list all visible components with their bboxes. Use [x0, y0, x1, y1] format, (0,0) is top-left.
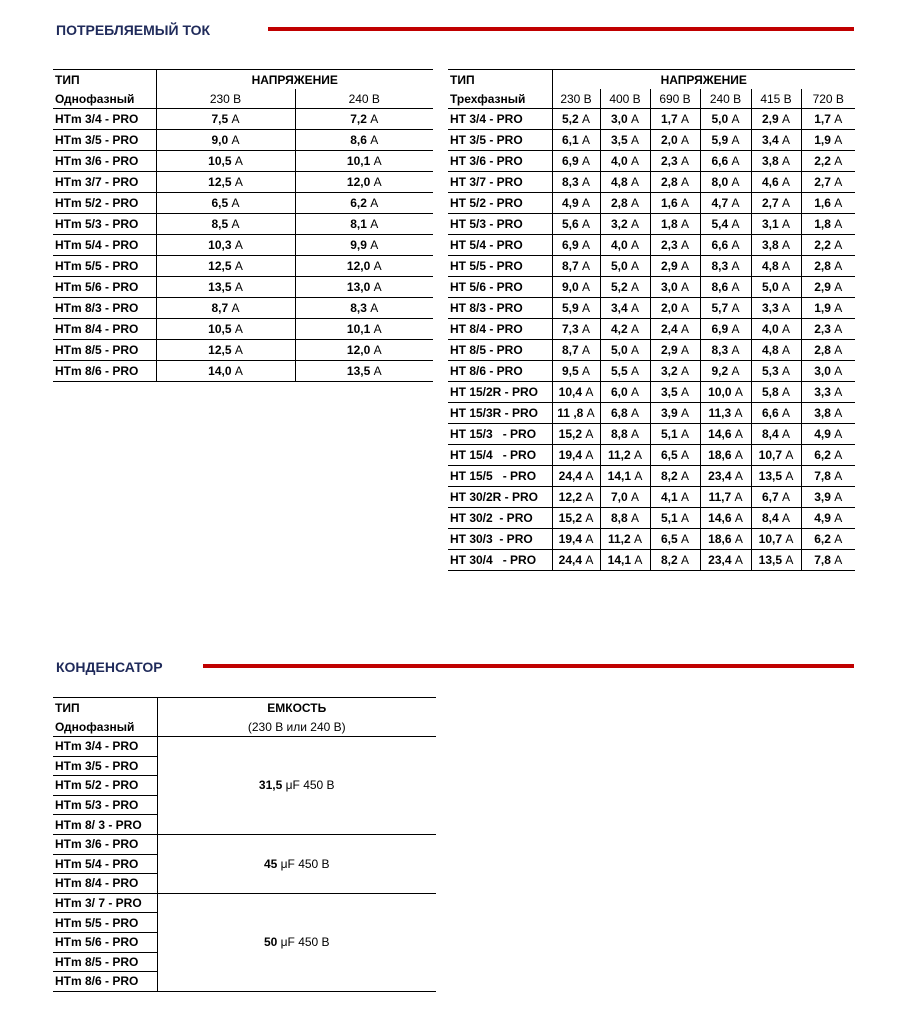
- model-name: HTm 5/3 - PRO: [53, 795, 157, 815]
- current-value: 2,4 A: [650, 319, 700, 340]
- current-value: 10,1 A: [295, 319, 433, 340]
- current-value: 10,1 A: [295, 151, 433, 172]
- current-value: 8,7 A: [156, 298, 295, 319]
- table-row: [53, 193, 433, 214]
- current-value: 12,0 A: [295, 172, 433, 193]
- current-value: 2,0 A: [650, 298, 700, 319]
- current-value: 7,2 A: [295, 109, 433, 130]
- current-value: 11,2 A: [600, 445, 650, 466]
- capacitance-value: 50 μF 450 В: [157, 893, 436, 991]
- current-value: 2,3 A: [650, 235, 700, 256]
- table-row: [448, 466, 855, 487]
- current-value: 5,5 A: [600, 361, 650, 382]
- current-value: 5,4 A: [700, 214, 751, 235]
- current-value: 3,3 A: [801, 382, 855, 403]
- current-value: 9,5 A: [552, 361, 600, 382]
- current-value: 10,3 A: [156, 235, 295, 256]
- current-value: 2,2 A: [801, 151, 855, 172]
- current-value: 6,5 A: [650, 445, 700, 466]
- current-value: 12,5 A: [156, 256, 295, 277]
- current-value: 5,0 A: [600, 340, 650, 361]
- model-name: HTm 3/6 - PRO: [53, 834, 157, 854]
- current-value: 5,1 A: [650, 508, 700, 529]
- current-value: 1,6 A: [801, 193, 855, 214]
- current-value: 6,6 A: [751, 403, 801, 424]
- table-row: [448, 277, 855, 298]
- header-voltage: НАПРЯЖЕНИЕ: [552, 70, 855, 90]
- current-value: 19,4 A: [552, 445, 600, 466]
- current-value: 5,8 A: [751, 382, 801, 403]
- model-name: HTm 3/4 - PRO: [53, 109, 156, 130]
- current-value: 9,2 A: [700, 361, 751, 382]
- current-value: 3,4 A: [751, 130, 801, 151]
- current-value: 8,1 A: [295, 214, 433, 235]
- current-value: 2,3 A: [650, 151, 700, 172]
- current-value: 5,7 A: [700, 298, 751, 319]
- capacitor-table: [53, 697, 436, 992]
- capacitance-value: 31,5 μF 450 В: [157, 737, 436, 835]
- current-value: 8,7 A: [552, 256, 600, 277]
- current-value: 8,7 A: [552, 340, 600, 361]
- model-name: HT 8/6 - PRO: [448, 361, 552, 382]
- table-row: [53, 151, 433, 172]
- current-value: 7,8 A: [801, 466, 855, 487]
- model-name: HTm 8/5 - PRO: [53, 952, 157, 972]
- table-row: [448, 445, 855, 466]
- voltage-header: 720 В: [801, 89, 855, 109]
- model-name: HT 3/7 - PRO: [448, 172, 552, 193]
- table-row: [53, 277, 433, 298]
- current-value: 2,9 A: [751, 109, 801, 130]
- current-value: 13,0 A: [295, 277, 433, 298]
- current-value: 2,9 A: [650, 340, 700, 361]
- current-value: 4,8 A: [751, 256, 801, 277]
- current-value: 8,8 A: [600, 424, 650, 445]
- table-row: [53, 130, 433, 151]
- model-name: HTm 5/5 - PRO: [53, 256, 156, 277]
- current-value: 14,0 A: [156, 361, 295, 382]
- table-row: [448, 319, 855, 340]
- table-row: [53, 172, 433, 193]
- current-value: 12,2 A: [552, 487, 600, 508]
- table-row: [53, 256, 433, 277]
- current-value: 6,9 A: [700, 319, 751, 340]
- current-value: 8,0 A: [700, 172, 751, 193]
- current-value: 8,2 A: [650, 466, 700, 487]
- model-name: HT 8/5 - PRO: [448, 340, 552, 361]
- current-value: 8,4 A: [751, 424, 801, 445]
- current-value: 7,3 A: [552, 319, 600, 340]
- current-value: 5,0 A: [700, 109, 751, 130]
- current-value: 1,8 A: [801, 214, 855, 235]
- model-name: HTm 8/3 - PRO: [53, 298, 156, 319]
- current-value: 6,7 A: [751, 487, 801, 508]
- table-row: [448, 151, 855, 172]
- current-value: 3,1 A: [751, 214, 801, 235]
- table-row: [53, 298, 433, 319]
- section-rule-current: [268, 27, 854, 31]
- current-value: 3,5 A: [600, 130, 650, 151]
- current-value: 6,6 A: [700, 151, 751, 172]
- current-value: 10,5 A: [156, 151, 295, 172]
- model-name: HTm 8/4 - PRO: [53, 874, 157, 894]
- current-value: 8,3 A: [552, 172, 600, 193]
- model-name: HTm 5/6 - PRO: [53, 932, 157, 952]
- current-value: 6,2 A: [801, 445, 855, 466]
- header-phase: Однофазный: [53, 717, 157, 737]
- table-row: [53, 214, 433, 235]
- current-value: 14,6 A: [700, 508, 751, 529]
- header-capacity: ЕМКОСТЬ: [157, 698, 436, 718]
- current-value: 5,3 A: [751, 361, 801, 382]
- current-value: 8,3 A: [700, 340, 751, 361]
- current-value: 8,8 A: [600, 508, 650, 529]
- current-value: 12,0 A: [295, 340, 433, 361]
- current-value: 13,5 A: [156, 277, 295, 298]
- current-value: 4,2 A: [600, 319, 650, 340]
- current-value: 2,2 A: [801, 235, 855, 256]
- current-value: 2,3 A: [801, 319, 855, 340]
- current-value: 9,9 A: [295, 235, 433, 256]
- voltage-header: 240 В: [295, 89, 433, 109]
- current-value: 8,6 A: [295, 130, 433, 151]
- current-value: 12,5 A: [156, 172, 295, 193]
- header-type: ТИП: [448, 70, 552, 90]
- current-value: 1,8 A: [650, 214, 700, 235]
- current-value: 8,2 A: [650, 550, 700, 571]
- current-value: 19,4 A: [552, 529, 600, 550]
- current-value: 3,4 A: [600, 298, 650, 319]
- current-value: 3,3 A: [751, 298, 801, 319]
- table-row: [448, 487, 855, 508]
- current-value: 10,7 A: [751, 529, 801, 550]
- current-value: 6,6 A: [700, 235, 751, 256]
- current-value: 11,3 A: [700, 403, 751, 424]
- section-title-capacitor: КОНДЕНСАТОР: [56, 659, 163, 675]
- current-value: 5,2 A: [600, 277, 650, 298]
- current-value: 7,5 A: [156, 109, 295, 130]
- current-value: 24,4 A: [552, 550, 600, 571]
- current-value: 5,6 A: [552, 214, 600, 235]
- model-name: HT 5/4 - PRO: [448, 235, 552, 256]
- model-name: HTm 5/5 - PRO: [53, 913, 157, 933]
- table-row: [53, 340, 433, 361]
- current-value: 10,7 A: [751, 445, 801, 466]
- table-row: [448, 403, 855, 424]
- model-name: HTm 5/4 - PRO: [53, 235, 156, 256]
- current-value: 14,1 A: [600, 466, 650, 487]
- model-name: HT 30/4 - PRO: [448, 550, 552, 571]
- model-name: HT 15/3 - PRO: [448, 424, 552, 445]
- current-value: 14,6 A: [700, 424, 751, 445]
- current-value: 10,4 A: [552, 382, 600, 403]
- table-row: [53, 834, 436, 854]
- current-value: 6,2 A: [801, 529, 855, 550]
- current-value: 11 ,8 A: [552, 403, 600, 424]
- model-name: HT 3/5 - PRO: [448, 130, 552, 151]
- model-name: HT 30/2 - PRO: [448, 508, 552, 529]
- model-name: HT 3/6 - PRO: [448, 151, 552, 172]
- current-value: 1,7 A: [650, 109, 700, 130]
- current-value: 4,9 A: [801, 508, 855, 529]
- model-name: HT 5/2 - PRO: [448, 193, 552, 214]
- model-name: HTm 8/6 - PRO: [53, 361, 156, 382]
- current-value: 7,8 A: [801, 550, 855, 571]
- current-value: 13,5 A: [295, 361, 433, 382]
- section-rule-capacitor: [203, 664, 854, 668]
- current-value: 2,8 A: [650, 172, 700, 193]
- single-phase-current-table: [53, 69, 433, 382]
- current-value: 2,8 A: [600, 193, 650, 214]
- header-type: ТИП: [53, 70, 156, 90]
- table-row: [53, 319, 433, 340]
- model-name: HTm 5/3 - PRO: [53, 214, 156, 235]
- current-value: 13,5 A: [751, 466, 801, 487]
- table-row: [448, 340, 855, 361]
- current-value: 4,0 A: [600, 151, 650, 172]
- model-name: HTm 5/2 - PRO: [53, 193, 156, 214]
- current-value: 2,9 A: [801, 277, 855, 298]
- model-name: HTm 8/4 - PRO: [53, 319, 156, 340]
- model-name: HT 8/4 - PRO: [448, 319, 552, 340]
- model-name: HT 3/4 - PRO: [448, 109, 552, 130]
- current-value: 3,2 A: [650, 361, 700, 382]
- current-value: 4,9 A: [552, 193, 600, 214]
- current-value: 8,3 A: [295, 298, 433, 319]
- current-value: 9,0 A: [156, 130, 295, 151]
- model-name: HT 8/3 - PRO: [448, 298, 552, 319]
- current-value: 2,0 A: [650, 130, 700, 151]
- current-value: 2,7 A: [801, 172, 855, 193]
- current-value: 5,9 A: [552, 298, 600, 319]
- current-value: 6,8 A: [600, 403, 650, 424]
- current-value: 15,2 A: [552, 424, 600, 445]
- voltage-header: 690 В: [650, 89, 700, 109]
- header-type: ТИП: [53, 698, 157, 718]
- current-value: 6,0 A: [600, 382, 650, 403]
- current-value: 3,0 A: [650, 277, 700, 298]
- table-row: [53, 361, 433, 382]
- current-value: 1,6 A: [650, 193, 700, 214]
- current-value: 8,3 A: [700, 256, 751, 277]
- current-value: 3,5 A: [650, 382, 700, 403]
- current-value: 3,8 A: [751, 235, 801, 256]
- current-value: 5,0 A: [751, 277, 801, 298]
- current-value: 15,2 A: [552, 508, 600, 529]
- table-row: [448, 256, 855, 277]
- model-name: HTm 3/7 - PRO: [53, 172, 156, 193]
- current-value: 2,8 A: [801, 340, 855, 361]
- current-value: 4,0 A: [600, 235, 650, 256]
- header-phase: Однофазный: [53, 89, 156, 109]
- current-value: 3,0 A: [801, 361, 855, 382]
- current-value: 4,8 A: [600, 172, 650, 193]
- current-value: 4,8 A: [751, 340, 801, 361]
- current-value: 2,9 A: [650, 256, 700, 277]
- current-value: 23,4 A: [700, 550, 751, 571]
- model-name: HT 5/5 - PRO: [448, 256, 552, 277]
- current-value: 8,6 A: [700, 277, 751, 298]
- capacitance-value: 45 μF 450 В: [157, 834, 436, 893]
- current-value: 6,2 A: [295, 193, 433, 214]
- table-row: [448, 508, 855, 529]
- table-row: [448, 109, 855, 130]
- model-name: HTm 5/2 - PRO: [53, 776, 157, 796]
- current-value: 8,4 A: [751, 508, 801, 529]
- table-row: [53, 737, 436, 757]
- current-value: 12,0 A: [295, 256, 433, 277]
- current-value: 18,6 A: [700, 445, 751, 466]
- current-value: 2,7 A: [751, 193, 801, 214]
- model-name: HTm 3/5 - PRO: [53, 130, 156, 151]
- model-name: HTm 8/ 3 - PRO: [53, 815, 157, 835]
- voltage-header: 240 В: [700, 89, 751, 109]
- table-row: [53, 235, 433, 256]
- model-name: HTm 5/4 - PRO: [53, 854, 157, 874]
- current-value: 3,9 A: [650, 403, 700, 424]
- current-value: 6,5 A: [156, 193, 295, 214]
- current-value: 8,5 A: [156, 214, 295, 235]
- current-value: 6,9 A: [552, 235, 600, 256]
- voltage-header: 230 В: [552, 89, 600, 109]
- model-name: HTm 8/6 - PRO: [53, 972, 157, 992]
- current-value: 3,0 A: [600, 109, 650, 130]
- model-name: HT 5/6 - PRO: [448, 277, 552, 298]
- current-value: 3,2 A: [600, 214, 650, 235]
- current-value: 4,7 A: [700, 193, 751, 214]
- current-value: 10,5 A: [156, 319, 295, 340]
- current-value: 4,6 A: [751, 172, 801, 193]
- current-value: 12,5 A: [156, 340, 295, 361]
- table-row: [448, 172, 855, 193]
- table-row: [448, 550, 855, 571]
- header-voltage-note: (230 В или 240 В): [157, 717, 436, 737]
- current-value: 1,7 A: [801, 109, 855, 130]
- model-name: HT 15/2R - PRO: [448, 382, 552, 403]
- model-name: HT 15/5 - PRO: [448, 466, 552, 487]
- model-name: HTm 8/5 - PRO: [53, 340, 156, 361]
- current-value: 24,4 A: [552, 466, 600, 487]
- current-value: 2,8 A: [801, 256, 855, 277]
- header-phase: Трехфазный: [448, 89, 552, 109]
- current-value: 3,8 A: [801, 403, 855, 424]
- current-value: 1,9 A: [801, 130, 855, 151]
- table-row: [448, 214, 855, 235]
- table-row: [448, 298, 855, 319]
- current-value: 6,9 A: [552, 151, 600, 172]
- table-row: [448, 130, 855, 151]
- header-voltage: НАПРЯЖЕНИЕ: [156, 70, 433, 90]
- current-value: 5,1 A: [650, 424, 700, 445]
- model-name: HTm 3/5 - PRO: [53, 756, 157, 776]
- current-value: 13,5 A: [751, 550, 801, 571]
- current-value: 10,0 A: [700, 382, 751, 403]
- table-row: [53, 109, 433, 130]
- current-value: 18,6 A: [700, 529, 751, 550]
- current-value: 9,0 A: [552, 277, 600, 298]
- current-value: 6,1 A: [552, 130, 600, 151]
- three-phase-current-table: [448, 69, 855, 571]
- current-value: 4,0 A: [751, 319, 801, 340]
- current-value: 4,1 A: [650, 487, 700, 508]
- current-value: 7,0 A: [600, 487, 650, 508]
- table-row: [448, 529, 855, 550]
- current-value: 23,4 A: [700, 466, 751, 487]
- current-value: 5,9 A: [700, 130, 751, 151]
- current-value: 4,9 A: [801, 424, 855, 445]
- table-row: [53, 893, 436, 913]
- table-row: [448, 361, 855, 382]
- table-row: [448, 193, 855, 214]
- table-row: [448, 424, 855, 445]
- current-value: 11,7 A: [700, 487, 751, 508]
- model-name: HT 15/4 - PRO: [448, 445, 552, 466]
- current-value: 5,2 A: [552, 109, 600, 130]
- current-value: 5,0 A: [600, 256, 650, 277]
- current-value: 11,2 A: [600, 529, 650, 550]
- table-row: [448, 382, 855, 403]
- model-name: HTm 3/ 7 - PRO: [53, 893, 157, 913]
- table-row: [448, 235, 855, 256]
- current-value: 3,8 A: [751, 151, 801, 172]
- model-name: HTm 5/6 - PRO: [53, 277, 156, 298]
- current-value: 14,1 A: [600, 550, 650, 571]
- current-value: 3,9 A: [801, 487, 855, 508]
- current-value: 1,9 A: [801, 298, 855, 319]
- model-name: HT 30/3 - PRO: [448, 529, 552, 550]
- model-name: HT 30/2R - PRO: [448, 487, 552, 508]
- voltage-header: 230 В: [156, 89, 295, 109]
- model-name: HT 5/3 - PRO: [448, 214, 552, 235]
- voltage-header: 400 В: [600, 89, 650, 109]
- section-title-current: ПОТРЕБЛЯЕМЫЙ ТОК: [56, 22, 211, 38]
- model-name: HTm 3/6 - PRO: [53, 151, 156, 172]
- voltage-header: 415 В: [751, 89, 801, 109]
- model-name: HTm 3/4 - PRO: [53, 737, 157, 757]
- model-name: HT 15/3R - PRO: [448, 403, 552, 424]
- current-value: 6,5 A: [650, 529, 700, 550]
